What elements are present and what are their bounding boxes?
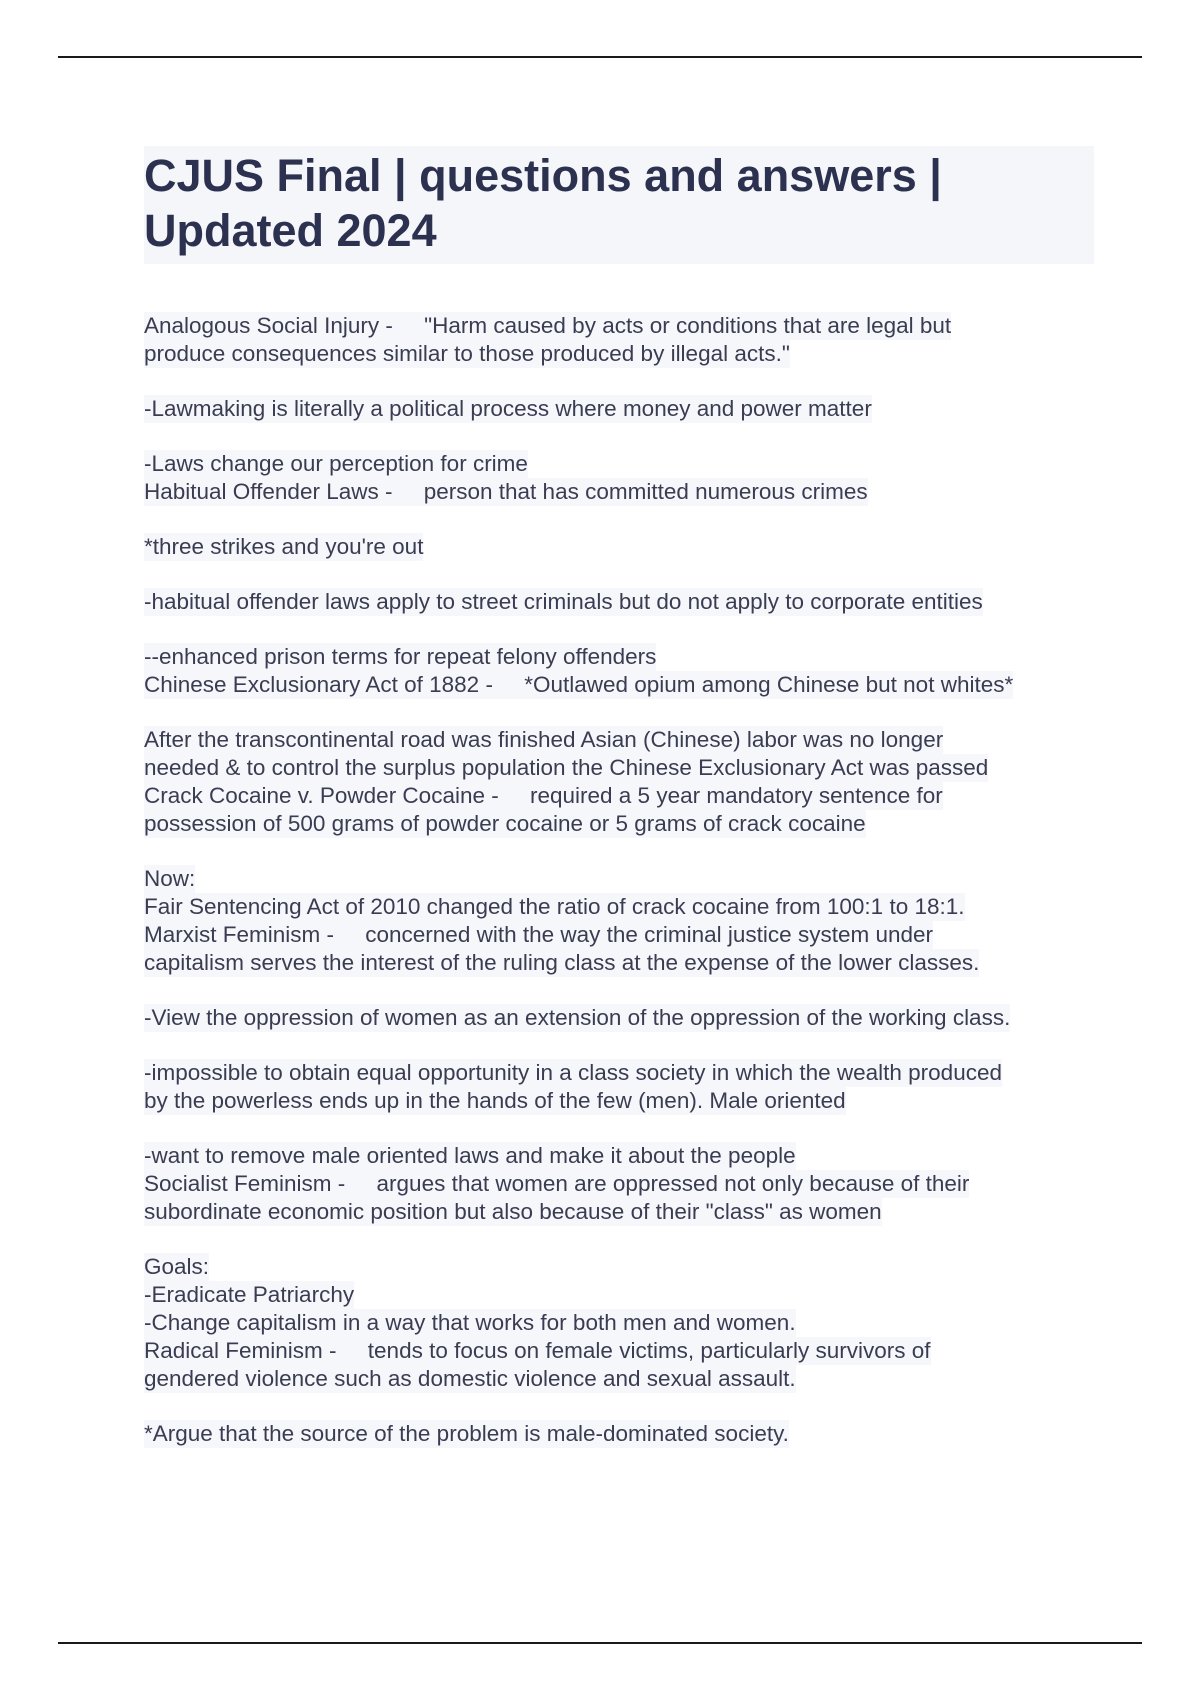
qa-text-line: -Change capitalism in a way that works for both men and women. (144, 1310, 796, 1335)
qa-text-line: gendered violence such as domestic violence and sexual assault. (144, 1366, 796, 1391)
qa-item (144, 478, 1094, 671)
qa-text-line: After the transcontinental road was finished Asian (Chinese) labor was no longer (144, 727, 944, 752)
document-body (144, 146, 1094, 1448)
paragraph-gap (144, 506, 1094, 533)
qa-text-line: --enhanced prison terms for repeat felony offenders (144, 644, 657, 669)
document-title (144, 146, 1094, 258)
qa-term-line: Crack Cocaine v. Powder Cocaine - required a 5 year mandatory sentence for (144, 783, 943, 808)
title-line-1: CJUS Final | questions and answers | (144, 150, 942, 201)
qa-item (144, 782, 1094, 921)
qa-text-line: -View the oppression of women as an extension of the oppression of the working class. (144, 1005, 1011, 1030)
qa-term-line: Marxist Feminism - concerned with the way the criminal justice system under (144, 922, 934, 947)
qa-item (144, 312, 1094, 478)
qa-term-line: Habitual Offender Laws - person that has committed numerous crimes (144, 479, 868, 504)
footer-rule (58, 1642, 1142, 1644)
qa-text-line: -Eradicate Patriarchy (144, 1282, 355, 1307)
qa-term-line: Radical Feminism - tends to focus on female victims, particularly survivors of (144, 1338, 931, 1363)
qa-text-line: possession of 500 grams of powder cocaine or 5 grams of crack cocaine (144, 811, 866, 836)
qa-text-line: Goals: (144, 1254, 210, 1279)
qa-term-line: Analogous Social Injury - "Harm caused by acts or conditions that are legal but (144, 313, 952, 338)
paragraph-gap (144, 699, 1094, 726)
title-block (144, 146, 1094, 264)
qa-item (144, 1337, 1094, 1448)
qa-text-line: -want to remove male oriented laws and make it about the people (144, 1143, 796, 1168)
qa-text-line: by the powerless ends up in the hands of the few (men). Male oriented (144, 1088, 846, 1113)
header-rule (58, 56, 1142, 58)
qa-text-line: -Lawmaking is literally a political process where money and power matter (144, 396, 872, 421)
qa-term-line: Socialist Feminism - argues that women are oppressed not only because of their (144, 1171, 970, 1196)
qa-text-line: -Laws change our perception for crime (144, 451, 528, 476)
qa-text-line: *three strikes and you're out (144, 534, 424, 559)
qa-text-line: subordinate economic position but also because of their "class" as women (144, 1199, 882, 1224)
qa-term-line: Chinese Exclusionary Act of 1882 - *Outlawed opium among Chinese but not whites* (144, 672, 1014, 697)
qa-text-line: needed & to control the surplus population the Chinese Exclusionary Act was passed (144, 755, 989, 780)
qa-text-line: Now: (144, 866, 196, 891)
qa-text-line: Fair Sentencing Act of 2010 changed the ratio of crack cocaine from 100:1 to 18:1. (144, 894, 965, 919)
title-line-2: Updated 2024 (144, 205, 437, 256)
paragraph-gap (144, 561, 1094, 588)
paragraph-gap (144, 616, 1094, 643)
paragraph-gap (144, 1226, 1094, 1253)
paragraph-gap (144, 838, 1094, 865)
qa-item (144, 921, 1094, 1170)
qa-text-line: *Argue that the source of the problem is male-dominated society. (144, 1421, 789, 1446)
paragraph-gap (144, 977, 1094, 1004)
qa-text-line: -habitual offender laws apply to street criminals but do not apply to corporate entities (144, 589, 983, 614)
paragraph-gap (144, 1393, 1094, 1420)
qa-item (144, 671, 1094, 782)
qa-text-line: capitalism serves the interest of the ruling class at the expense of the lower classes. (144, 950, 980, 975)
paragraph-gap (144, 1115, 1094, 1142)
qa-list (144, 312, 1094, 1448)
paragraph-gap (144, 423, 1094, 450)
paragraph-gap (144, 1032, 1094, 1059)
qa-text-line: produce consequences similar to those produced by illegal acts." (144, 341, 790, 366)
paragraph-gap (144, 368, 1094, 395)
qa-item (144, 1170, 1094, 1337)
qa-text-line: -impossible to obtain equal opportunity in a class society in which the wealth produced (144, 1060, 1002, 1085)
